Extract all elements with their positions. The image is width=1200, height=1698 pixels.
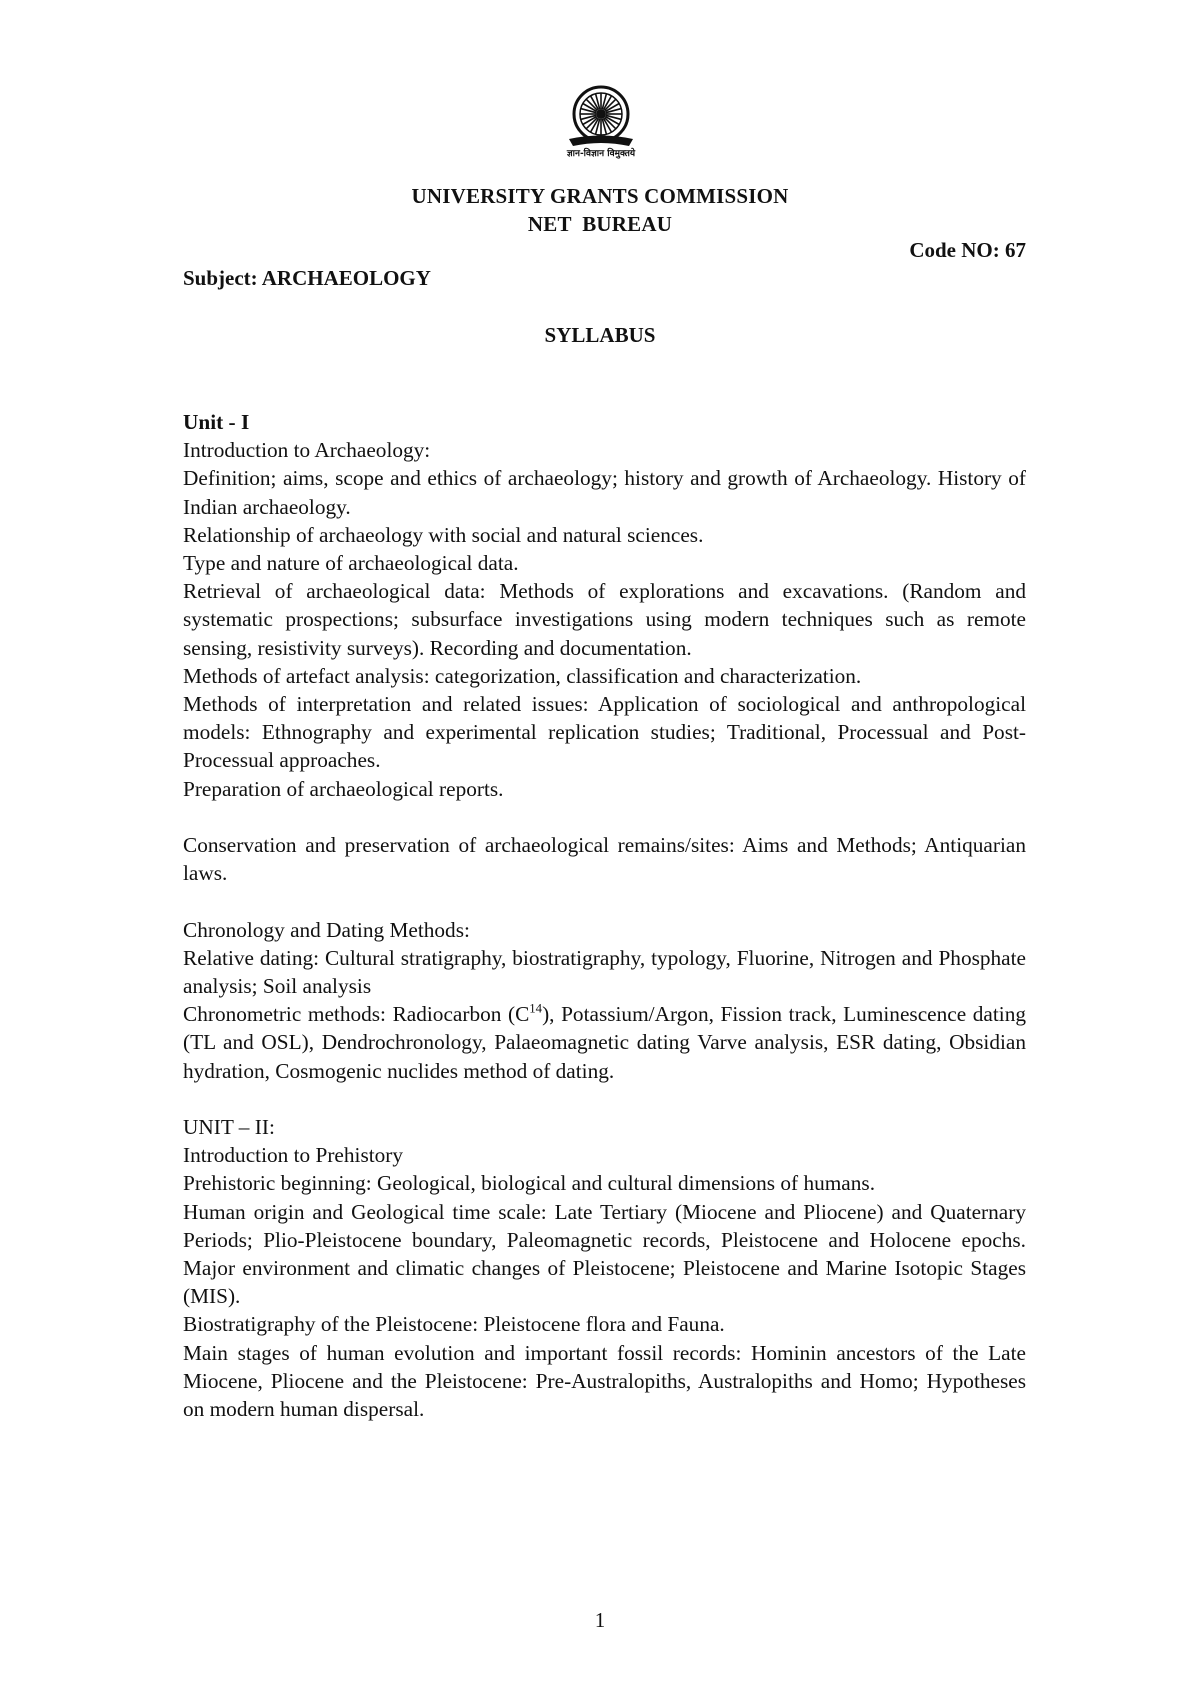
document-header [0, 182, 1200, 238]
paragraph: Biostratigraphy of the Pleistocene: Pleistocene flora and Fauna. [183, 1312, 725, 1337]
subject-title: Subject: ARCHAEOLOGY [183, 266, 431, 290]
paragraph: Methods of interpretation and related issues: Application of sociological and anthropological models: Ethnography and experimental replication studies; Traditional, Processual and Post-Processual approaches. [183, 692, 1026, 773]
paragraph: Human origin and Geological time scale: Late Tertiary (Miocene and Pliocene) and Quaternary Periods; Plio-Pleistocene boundary, Paleomagnetic records, Pleistocene and Holocene epochs. Major environment and climatic changes of Pleistocene; Pleistocene and Marine Isotopic Stages (MIS). [183, 1199, 1026, 1309]
paragraph: Type and nature of archaeological data. [183, 551, 519, 576]
unit-1-heading: Unit - I [183, 410, 250, 434]
paragraph: Methods of artefact analysis: categorization, classification and characterization. [183, 663, 862, 688]
paragraph: Retrieval of archaeological data: Methods of explorations and excavations. (Random and systematic prospections; subsurface investigations using modern techniques such as remote sensing, resistivity surveys). Recording and documentation. [183, 579, 1026, 660]
syllabus-content [183, 408, 1026, 1423]
section-heading: Chronology and Dating Methods: [183, 917, 470, 942]
paragraph: Prehistoric beginning: Geological, biological and cultural dimensions of humans. [183, 1171, 876, 1196]
paragraph: Preparation of archaeological reports. [183, 776, 504, 801]
paragraph: Main stages of human evolution and important fossil records: Hominin ancestors of the Late Miocene, Pliocene and the Pleistocene: Pre-Australopiths, Australopiths and Homo; Hypotheses on modern human dispersal. [183, 1340, 1026, 1422]
paragraph: Definition; aims, scope and ethics of archaeology; history and growth of Archaeology. History of Indian archaeology. [183, 466, 1026, 519]
subject-code: Code NO: 67 [909, 238, 1026, 262]
paragraph: Chronometric methods: Radiocarbon $(C^{14})$, Potassium/Argon, Fission track, Luminescence dating (TL and OSL), Dendrochronology, Palaeomagnetic dating Varve analysis, ESR dating, Obsidian hydration, Cosmogenic nuclides method of dating. [183, 1001, 1026, 1083]
emblem-motto: ज्ञान-विज्ञान विमुक्तये [566, 149, 636, 159]
paragraph: Relationship of archaeology with social and natural sciences. [183, 522, 704, 547]
organization-name: UNIVERSITY GRANTS COMMISSION [411, 184, 789, 208]
page-number: 1 [594, 1608, 606, 1632]
paragraph: Conservation and preservation of archaeological remains/sites: Aims and Methods; Antiquarian laws. [183, 833, 1026, 886]
paragraph: Relative dating: Cultural stratigraphy, biostratigraphy, typology, Fluorine, Nitrogen and Phosphate analysis; Soil analysis [183, 945, 1026, 999]
bureau-name: NET BUREAU [527, 212, 673, 236]
document-title: SYLLABUS [544, 323, 656, 347]
unit-1-topic-heading: Introduction to Archaeology: [183, 438, 431, 463]
ugc-emblem-icon [563, 84, 639, 152]
unit-2-topic-heading: Introduction to Prehistory [183, 1143, 404, 1168]
unit-2-heading: UNIT – II: [183, 1115, 275, 1140]
